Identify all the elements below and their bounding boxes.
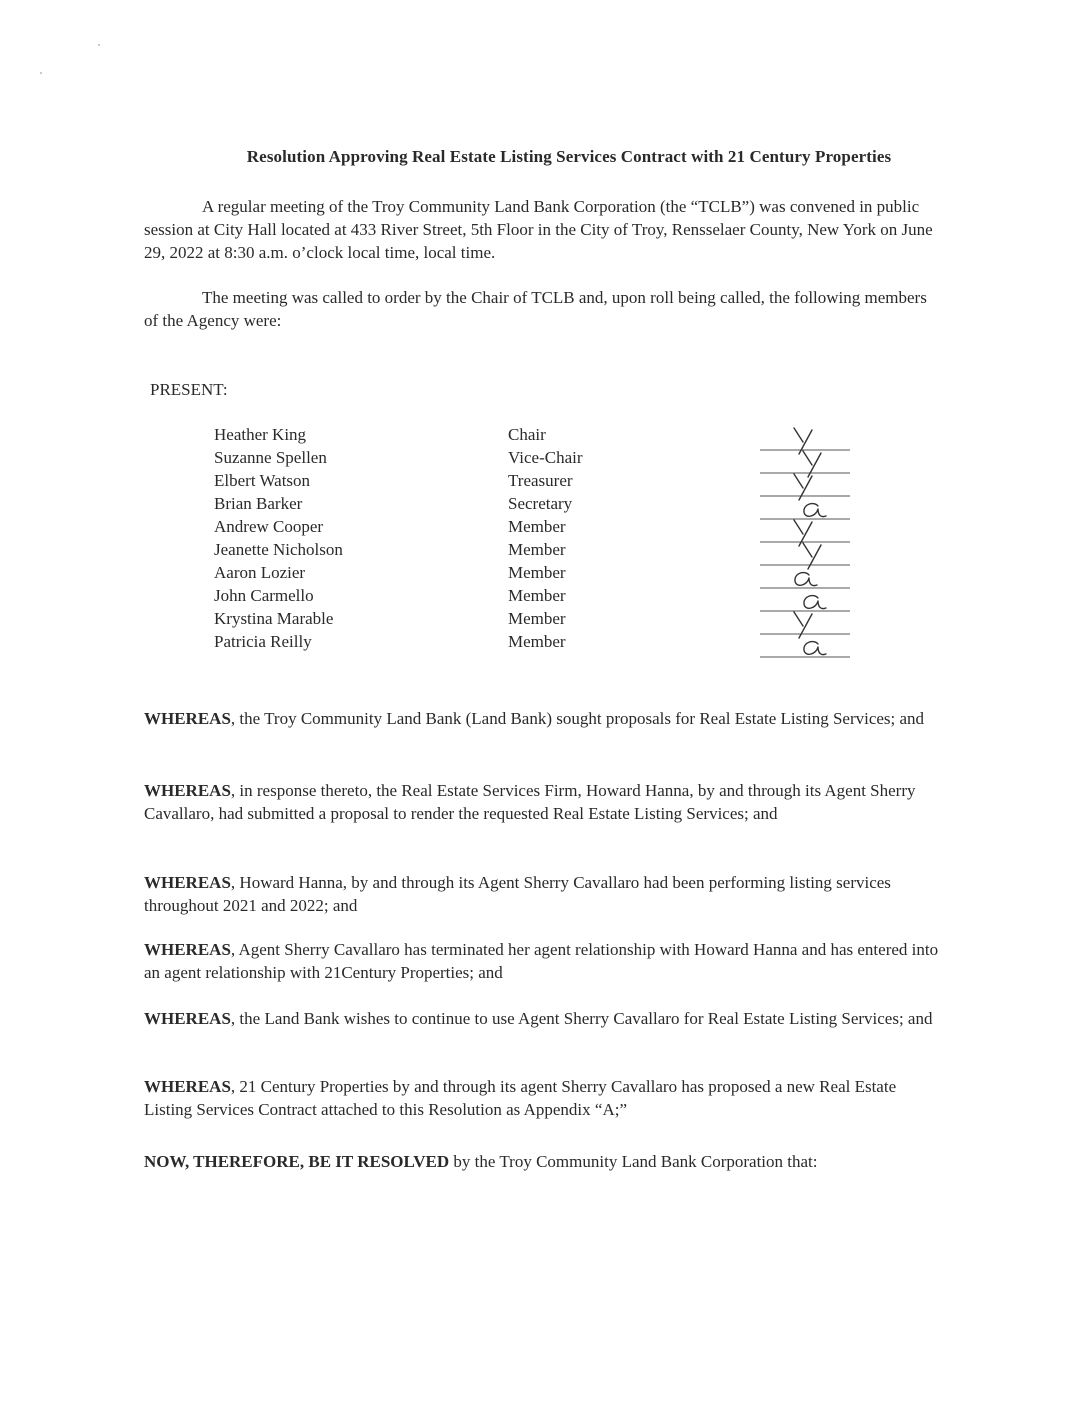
whereas-lead: WHEREAS [144, 781, 231, 800]
member-role: Member [508, 540, 566, 559]
scan-speck [40, 72, 42, 74]
member-name: Aaron Lozier [214, 563, 306, 582]
absent-mark [795, 573, 817, 586]
whereas-lead: WHEREAS [144, 940, 231, 959]
member-name: Andrew Cooper [214, 517, 324, 536]
member-name: Krystina Marable [214, 609, 334, 628]
absent-mark [804, 596, 826, 609]
member-role: Chair [508, 425, 546, 444]
member-role: Vice-Chair [508, 448, 583, 467]
whereas-paragraph [144, 707, 944, 730]
intro-paragraph: A regular meeting of the Troy Community Land Bank Corporation (the “TCLB”) was convened in public session at City Hall located at 433 River Street, 5th Floor in the City of Troy, Rensselaer County, New York on June 29, 2022 at 8:30 a.m. o’clock local time, local time. [144, 197, 933, 262]
resolved-text: by the Troy Community Land Bank Corporation that: [449, 1152, 818, 1171]
member-role: Member [508, 563, 566, 582]
member-role: Member [508, 609, 566, 628]
whereas-text: , in response thereto, the Real Estate Services Firm, Howard Hanna, by and through its Agent Sherry Cavallaro, had submitted a proposal to render the requested Real Estate Listing Services; and [144, 781, 916, 823]
member-name: Heather King [214, 425, 307, 444]
member-name: Jeanette Nicholson [214, 540, 343, 559]
whereas-text: , the Land Bank wishes to continue to use Agent Sherry Cavallaro for Real Estate Listing Services; and [230, 1009, 933, 1028]
member-name: Suzanne Spellen [214, 448, 327, 467]
whereas-paragraph [144, 1075, 944, 1121]
whereas-lead: WHEREAS [144, 873, 231, 892]
scan-speck [98, 44, 100, 46]
call-to-order-paragraph: The meeting was called to order by the Chair of TCLB and, upon roll being called, the following members of the Agency were: [144, 288, 927, 330]
resolution-title: Resolution Approving Real Estate Listing Services Contract with 21 Century Properties [246, 147, 892, 166]
whereas-text: , 21 Century Properties by and through its agent Sherry Cavallaro has proposed a new Real Estate Listing Services Contract attached to this Resolution as Appendix “A;” [144, 1077, 897, 1119]
whereas-paragraph [144, 1007, 944, 1030]
whereas-text: , Agent Sherry Cavallaro has terminated her agent relationship with Howard Hanna and has entered into an agent relationship with 21Century Properties; and [144, 940, 939, 982]
roll-call-marks [750, 420, 870, 670]
whereas-paragraph [144, 871, 944, 917]
member-name: Patricia Reilly [214, 632, 312, 651]
absent-mark [804, 642, 826, 655]
whereas-text: , the Troy Community Land Bank (Land Bank) sought proposals for Real Estate Listing Services; and [230, 709, 925, 728]
member-role: Member [508, 517, 566, 536]
whereas-lead: WHEREAS [144, 709, 231, 728]
member-name: Brian Barker [214, 494, 303, 513]
member-role: Member [508, 586, 566, 605]
member-role: Secretary [508, 494, 573, 513]
present-label: PRESENT: [150, 380, 228, 399]
resolved-paragraph [144, 1150, 944, 1173]
member-name: Elbert Watson [214, 471, 311, 490]
whereas-paragraph [144, 938, 944, 984]
absent-mark [804, 504, 826, 517]
whereas-lead: WHEREAS [144, 1077, 231, 1096]
whereas-lead: WHEREAS [144, 1009, 231, 1028]
resolved-lead: NOW, THEREFORE, BE IT RESOLVED [144, 1152, 450, 1171]
whereas-paragraph [144, 779, 944, 825]
member-role: Treasurer [508, 471, 573, 490]
member-name: John Carmello [214, 586, 314, 605]
member-role: Member [508, 632, 566, 651]
whereas-text: , Howard Hanna, by and through its Agent Sherry Cavallaro had been performing listing services throughout 2021 and 2022; and [144, 873, 891, 915]
